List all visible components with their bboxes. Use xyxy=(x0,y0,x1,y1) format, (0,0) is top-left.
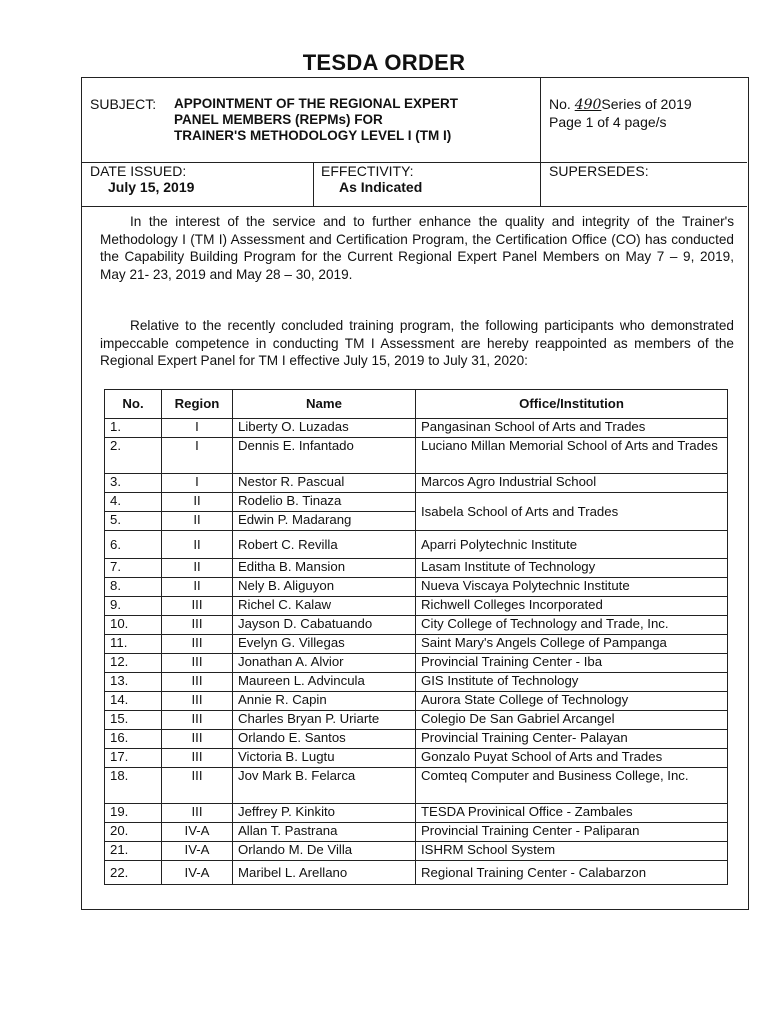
cell-no: 10. xyxy=(105,616,162,635)
cell-name: Maribel L. Arellano xyxy=(233,861,416,885)
cell-no: 13. xyxy=(105,673,162,692)
cell-region: II xyxy=(162,512,233,531)
cell-name: Orlando M. De Villa xyxy=(233,842,416,861)
cell-no: 9. xyxy=(105,597,162,616)
cell-no: 20. xyxy=(105,823,162,842)
table-row xyxy=(105,578,728,597)
cell-name: Liberty O. Luzadas xyxy=(233,419,416,438)
cell-region: I xyxy=(162,438,233,474)
cell-no: 1. xyxy=(105,419,162,438)
cell-office: Saint Mary's Angels College of Pampanga xyxy=(416,635,728,654)
cell-region: III xyxy=(162,654,233,673)
table-row xyxy=(105,749,728,768)
col-header-name: Name xyxy=(233,390,416,419)
date-issued-value: July 15, 2019 xyxy=(108,179,195,195)
cell-region: IV-A xyxy=(162,823,233,842)
table-row xyxy=(105,635,728,654)
cell-region: III xyxy=(162,711,233,730)
cell-name: Nely B. Aliguyon xyxy=(233,578,416,597)
subject-line: TRAINER'S METHODOLOGY LEVEL I (TM I) xyxy=(174,128,452,143)
order-number-label: No. xyxy=(549,96,571,112)
table-row xyxy=(105,861,728,885)
cell-name: Jeffrey P. Kinkito xyxy=(233,804,416,823)
cell-office: Aparri Polytechnic Institute xyxy=(416,531,728,559)
cell-name: Annie R. Capin xyxy=(233,692,416,711)
table-row xyxy=(105,804,728,823)
order-number-handwritten: 490 xyxy=(574,97,602,113)
cell-region: I xyxy=(162,419,233,438)
cell-name: Jonathan A. Alvior xyxy=(233,654,416,673)
cell-no: 22. xyxy=(105,861,162,885)
cell-office: GIS Institute of Technology xyxy=(416,673,728,692)
cell-no: 4. xyxy=(105,493,162,512)
appointment-paragraph: Relative to the recently concluded training program, the following participants who demonstrated impeccable competence in conducting TM I Assessment are hereby reappointed as members of the Regional Expert Panel for TM I effective July 15, 2019 to July 31, 2020: xyxy=(100,318,734,368)
cell-region: III xyxy=(162,749,233,768)
cell-region: III xyxy=(162,692,233,711)
table-row xyxy=(105,438,728,474)
subject-line: APPOINTMENT OF THE REGIONAL EXPERT xyxy=(174,96,459,111)
series-text: Series of 2019 xyxy=(601,96,692,112)
repm-table xyxy=(104,389,728,885)
table-row xyxy=(105,842,728,861)
table-row xyxy=(105,730,728,749)
subject-cell xyxy=(82,78,541,162)
order-number-cell xyxy=(549,96,692,131)
cell-office: Provincial Training Center - Iba xyxy=(416,654,728,673)
cell-name: Dennis E. Infantado xyxy=(233,438,416,474)
table-row xyxy=(105,692,728,711)
cell-region: III xyxy=(162,730,233,749)
cell-office: Aurora State College of Technology xyxy=(416,692,728,711)
cell-office: Luciano Millan Memorial School of Arts and Trades xyxy=(416,438,728,474)
effectivity-value: As Indicated xyxy=(339,179,423,195)
cell-no: 21. xyxy=(105,842,162,861)
table-row xyxy=(105,673,728,692)
cell-office: ISHRM School System xyxy=(416,842,728,861)
table-row xyxy=(105,597,728,616)
cell-name: Rodelio B. Tinaza xyxy=(233,493,416,512)
cell-office: Provincial Training Center - Paliparan xyxy=(416,823,728,842)
effectivity-cell xyxy=(313,162,541,206)
cell-no: 15. xyxy=(105,711,162,730)
cell-no: 3. xyxy=(105,474,162,493)
date-issued-cell xyxy=(82,162,314,206)
header-row-dates xyxy=(82,162,747,207)
table-row xyxy=(105,768,728,804)
cell-no: 5. xyxy=(105,512,162,531)
cell-name: Orlando E. Santos xyxy=(233,730,416,749)
subject-label: SUBJECT: xyxy=(90,96,157,112)
cell-region: I xyxy=(162,474,233,493)
cell-office: Pangasinan School of Arts and Trades xyxy=(416,419,728,438)
table-row xyxy=(105,419,728,438)
cell-no: 8. xyxy=(105,578,162,597)
cell-region: III xyxy=(162,597,233,616)
col-header-office: Office/Institution xyxy=(416,390,728,419)
page-count: Page 1 of 4 page/s xyxy=(549,114,667,130)
table-header-row xyxy=(105,390,728,419)
table-row xyxy=(105,823,728,842)
cell-office: Richwell Colleges Incorporated xyxy=(416,597,728,616)
intro-paragraph: In the interest of the service and to further enhance the quality and integrity of the Trainer's Methodology I (TM I) Assessment and Certification Program, the Certification Office (CO) has conducted the Capability Building Program for the Current Regional Expert Panel Members on May 7 – 9, 2019, May 21- 23, 2019 and May 28 – 30, 2019. xyxy=(100,214,734,282)
cell-name: Evelyn G. Villegas xyxy=(233,635,416,654)
cell-region: II xyxy=(162,578,233,597)
cell-region: III xyxy=(162,768,233,804)
cell-name: Richel C. Kalaw xyxy=(233,597,416,616)
cell-name: Maureen L. Advincula xyxy=(233,673,416,692)
cell-no: 11. xyxy=(105,635,162,654)
cell-region: II xyxy=(162,493,233,512)
cell-office: TESDA Provinical Office - Zambales xyxy=(416,804,728,823)
cell-name: Allan T. Pastrana xyxy=(233,823,416,842)
table-row xyxy=(105,654,728,673)
cell-region: III xyxy=(162,673,233,692)
cell-no: 2. xyxy=(105,438,162,474)
cell-office: Regional Training Center - Calabarzon xyxy=(416,861,728,885)
cell-office: Lasam Institute of Technology xyxy=(416,559,728,578)
cell-no: 16. xyxy=(105,730,162,749)
date-issued-label: DATE ISSUED: xyxy=(90,163,187,179)
cell-region: IV-A xyxy=(162,861,233,885)
cell-no: 7. xyxy=(105,559,162,578)
cell-no: 12. xyxy=(105,654,162,673)
table-row xyxy=(105,531,728,559)
cell-office: Gonzalo Puyat School of Arts and Trades xyxy=(416,749,728,768)
cell-region: III xyxy=(162,616,233,635)
cell-name: Jayson D. Cabatuando xyxy=(233,616,416,635)
cell-office: Provincial Training Center- Palayan xyxy=(416,730,728,749)
table-row xyxy=(105,493,728,512)
cell-name: Nestor R. Pascual xyxy=(233,474,416,493)
cell-name: Charles Bryan P. Uriarte xyxy=(233,711,416,730)
cell-no: 17. xyxy=(105,749,162,768)
cell-office: Nueva Viscaya Polytechnic Institute xyxy=(416,578,728,597)
subject-line: PANEL MEMBERS (REPMs) FOR xyxy=(174,112,383,127)
col-header-region: Region xyxy=(162,390,233,419)
cell-no: 18. xyxy=(105,768,162,804)
table-row xyxy=(105,711,728,730)
document-title: TESDA ORDER xyxy=(302,50,466,75)
cell-office: Isabela School of Arts and Trades xyxy=(416,493,728,531)
cell-name: Editha B. Mansion xyxy=(233,559,416,578)
cell-region: IV-A xyxy=(162,842,233,861)
col-header-no: No. xyxy=(105,390,162,419)
cell-name: Jov Mark B. Felarca xyxy=(233,768,416,804)
cell-region: II xyxy=(162,559,233,578)
cell-no: 6. xyxy=(105,531,162,559)
cell-office: City College of Technology and Trade, Inc. xyxy=(416,616,728,635)
cell-no: 19. xyxy=(105,804,162,823)
order-frame xyxy=(81,77,749,910)
cell-office: Colegio De San Gabriel Arcangel xyxy=(416,711,728,730)
cell-office: Comteq Computer and Business College, Inc. xyxy=(416,768,728,804)
cell-name: Robert C. Revilla xyxy=(233,531,416,559)
cell-office: Marcos Agro Industrial School xyxy=(416,474,728,493)
subject-text xyxy=(174,96,458,144)
cell-region: III xyxy=(162,804,233,823)
effectivity-label: EFFECTIVITY: xyxy=(321,163,414,179)
header-row-subject xyxy=(82,78,747,163)
table-row xyxy=(105,559,728,578)
cell-no: 14. xyxy=(105,692,162,711)
cell-region: III xyxy=(162,635,233,654)
supersedes-label: SUPERSEDES: xyxy=(549,163,649,179)
cell-name: Edwin P. Madarang xyxy=(233,512,416,531)
cell-region: II xyxy=(162,531,233,559)
table-row xyxy=(105,616,728,635)
cell-name: Victoria B. Lugtu xyxy=(233,749,416,768)
table-row xyxy=(105,474,728,493)
